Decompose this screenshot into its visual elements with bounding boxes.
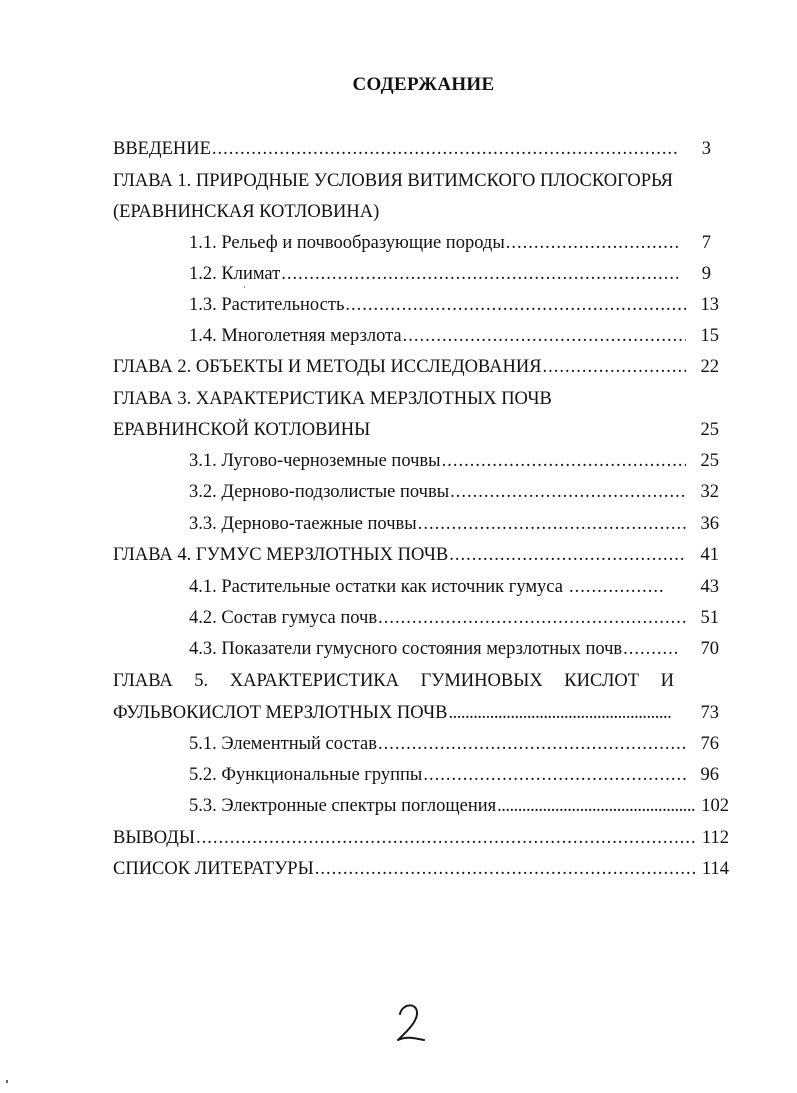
toc-word: ГУМИНОВЫХ	[420, 671, 543, 691]
toc-page-number: 114	[701, 859, 729, 879]
toc-page-number: 36	[700, 514, 719, 534]
toc-entry-text: 1.4. Многолетняя мерзлота	[189, 326, 402, 346]
toc-entry-3-3	[189, 511, 719, 537]
toc-entry-text: 4.2. Состав гумуса почв	[189, 608, 378, 628]
toc-entry-text: ГЛАВА 4. ГУМУС МЕРЗЛОТНЫХ ПОЧВ	[113, 545, 449, 565]
toc-entry-text: ЕРАВНИНСКОЙ КОТЛОВИНЫ	[113, 420, 371, 440]
toc-page-number: 51	[700, 608, 719, 628]
toc-entry-text: 3.2. Дерново-подзолистые почвы	[189, 482, 450, 502]
toc-entry-intro	[113, 136, 711, 162]
toc-entry-text: СПИСОК ЛИТЕРАТУРЫ	[113, 859, 314, 879]
toc-page-number: 9	[701, 264, 711, 284]
toc-page-number: 41	[700, 545, 719, 565]
toc-page-number: 70	[700, 639, 719, 659]
toc-page-number: 96	[700, 765, 719, 785]
dot-leader	[497, 793, 696, 819]
toc-entry-text: ВЫВОДЫ	[113, 828, 196, 848]
toc-chapter-4	[113, 542, 719, 568]
toc-entry-text: 1.1. Рельеф и почвообразующие породы	[189, 233, 505, 253]
toc-entry-text: 4.3. Показатели гумусного состояния мерзлотных почв	[189, 639, 623, 659]
toc-entry-1-1	[189, 230, 711, 256]
dot-leader	[506, 230, 678, 256]
toc-entry-text: ГЛАВА 2. ОБЪЕКТЫ И МЕТОДЫ ИССЛЕДОВАНИЯ	[113, 357, 542, 377]
dot-leader	[196, 825, 696, 851]
toc-chapter-5-line-1	[113, 668, 674, 694]
page-title: СОДЕРЖАНИЕ	[352, 74, 495, 95]
dot-leader	[281, 261, 678, 287]
toc-entry-5-1	[189, 731, 719, 757]
toc-page-number: 43	[700, 577, 719, 597]
toc-entry-4-2	[189, 605, 719, 631]
toc-entry-5-3	[189, 793, 729, 819]
toc-chapter-1-line-1	[113, 168, 713, 194]
toc-entry-1-2	[189, 261, 711, 287]
dot-leader	[345, 292, 686, 318]
dot-leader	[403, 323, 686, 349]
toc-entry-1-4	[189, 323, 719, 349]
toc-page-number: 13	[700, 295, 719, 315]
toc-chapter-1-line-2	[113, 199, 713, 225]
toc-entry-text: (ЕРАВНИНСКАЯ КОТЛОВИНА)	[113, 202, 380, 222]
toc-entry-text: 5.1. Элементный состав	[189, 734, 377, 754]
dot-leader	[212, 136, 678, 162]
dot-leader	[378, 605, 686, 631]
dot-leader	[315, 856, 696, 882]
toc-page-number: 7	[701, 233, 711, 253]
toc-entry-text: 5.3. Электронные спектры поглощения	[189, 796, 497, 816]
toc-word: КИСЛОТ	[564, 671, 640, 691]
toc-page-number: 3	[701, 139, 711, 159]
toc-chapter-5-line-2	[113, 700, 719, 726]
scan-speck	[244, 286, 245, 288]
toc-chapter-3-line-1	[113, 386, 719, 412]
toc-page-number: 25	[700, 451, 719, 471]
toc-page-number: 112	[701, 828, 729, 848]
toc-chapter-2	[113, 354, 719, 380]
toc-entry-references	[113, 856, 729, 882]
dot-leader	[418, 511, 686, 537]
toc-page-number: 76	[700, 734, 719, 754]
toc-word: ХАРАКТЕРИСТИКА	[229, 671, 400, 691]
dot-leader	[449, 700, 671, 726]
toc-page-number: 102	[701, 796, 729, 816]
toc-entry-text: 3.1. Лугово-черноземные почвы	[189, 451, 441, 471]
dot-leader	[569, 574, 665, 600]
dot-leader	[442, 448, 686, 474]
toc-entry-text: ГЛАВА 3. ХАРАКТЕРИСТИКА МЕРЗЛОТНЫХ ПОЧВ	[113, 389, 552, 409]
toc-entry-text: 3.3. Дерново-таежные почвы	[189, 514, 417, 534]
toc-entry-text: 4.1. Растительные остатки как источник гумуса	[189, 577, 563, 597]
toc-entry-1-3	[189, 292, 719, 318]
dot-leader	[423, 762, 686, 788]
toc-entry-conclusions	[113, 825, 729, 851]
dot-leader	[378, 731, 686, 757]
dot-leader	[449, 542, 686, 568]
toc-entry-text: ГЛАВА 1. ПРИРОДНЫЕ УСЛОВИЯ ВИТИМСКОГО ПЛОСКОГОРЬЯ	[113, 171, 673, 191]
toc-entry-3-2	[189, 479, 719, 505]
dot-leader	[543, 354, 686, 380]
toc-entry-4-1	[189, 574, 719, 600]
toc-entry-4-3	[189, 636, 719, 662]
toc-word: ГЛАВА	[113, 671, 173, 691]
toc-entry-3-1	[189, 448, 719, 474]
toc-entry-text: 1.2. Климат	[189, 264, 281, 284]
toc-page-number: 25	[700, 420, 719, 440]
dot-leader	[450, 479, 686, 505]
toc-page-number: 22	[700, 357, 719, 377]
toc-entry-text: 5.2. Функциональные группы	[189, 765, 423, 785]
dot-leader	[623, 636, 677, 662]
toc-page-number: 73	[700, 703, 719, 723]
toc-page-number: 15	[700, 326, 719, 346]
toc-entry-text: ВВЕДЕНИЕ	[113, 139, 211, 159]
toc-page-number: 32	[700, 482, 719, 502]
scan-speck	[6, 1080, 8, 1083]
handwritten-page-number	[390, 1000, 430, 1046]
toc-word: 5.	[194, 671, 209, 691]
toc-entry-text: ФУЛЬВОКИСЛОТ МЕРЗЛОТНЫХ ПОЧВ	[113, 703, 448, 723]
toc-entry-5-2	[189, 762, 719, 788]
toc-entry-text: 1.3. Растительность	[189, 295, 345, 315]
toc-chapter-3-line-2	[113, 417, 719, 443]
toc-word: И	[660, 671, 674, 691]
